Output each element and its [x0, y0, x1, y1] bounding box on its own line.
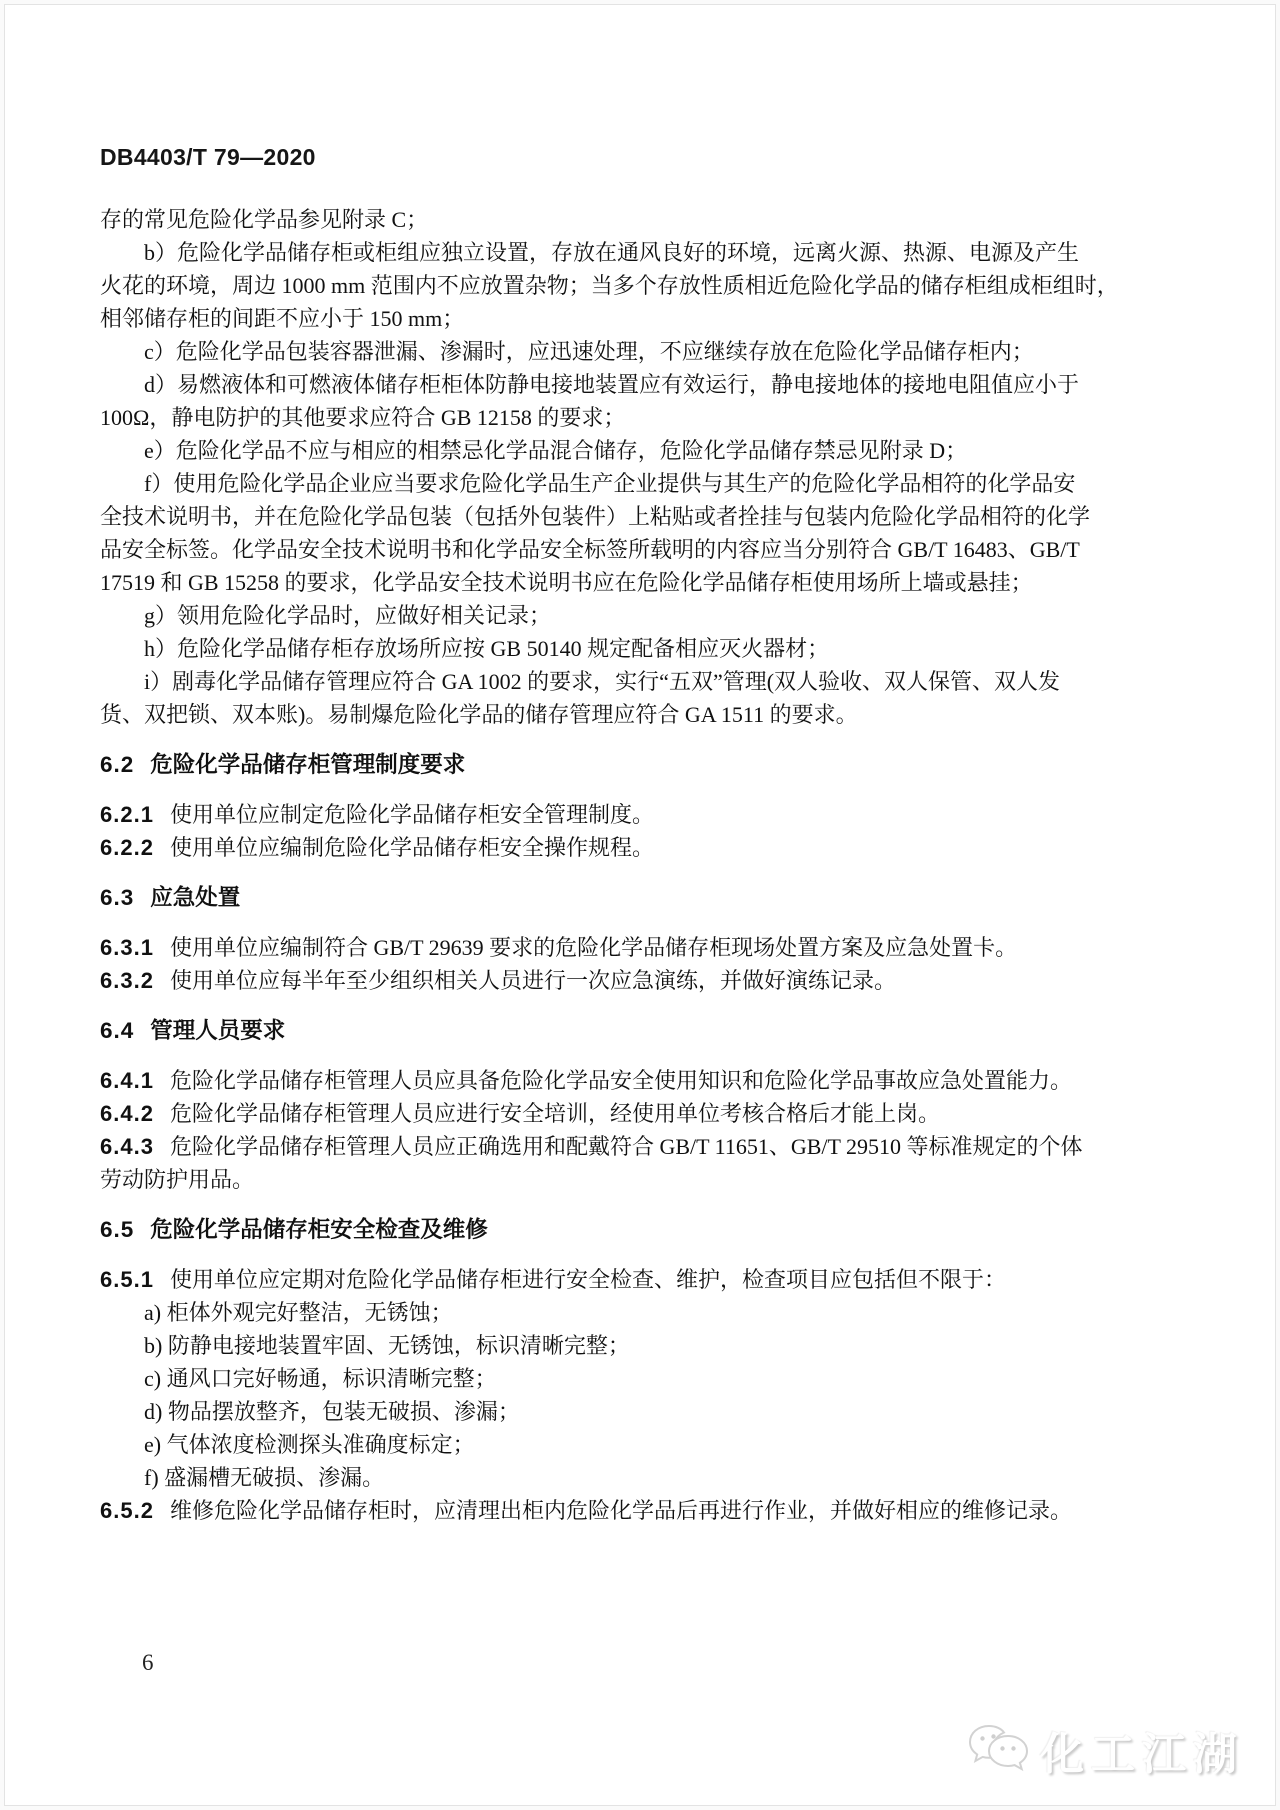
document-body [100, 203, 1188, 1527]
section-number: 6.3 [100, 885, 135, 910]
paragraph-line: 货、双把锁、双本账)。易制爆危险化学品的储存管理应符合 GA 1511 的要求。 [100, 702, 858, 727]
clause-number: 6.2.2 [100, 835, 154, 860]
clause-number: 6.5.2 [100, 1498, 154, 1523]
section-heading [100, 1014, 1188, 1047]
section-title: 危险化学品储存柜管理制度要求 [150, 752, 466, 777]
section-number: 6.4 [100, 1018, 135, 1043]
clause-text: 危险化学品储存柜管理人员应具备危险化学品安全使用知识和危险化学品事故应急处置能力。 [169, 1068, 1072, 1093]
clause-number: 6.3.1 [100, 935, 154, 960]
list-item-line: e) 气体浓度检测探头准确度标定； [144, 1432, 475, 1457]
section-title: 应急处置 [150, 885, 241, 910]
watermark [966, 1718, 1244, 1782]
standard-code: DB4403/T 79—2020 [100, 144, 316, 170]
clause-line [100, 1064, 1188, 1097]
list-item-line: b) 防静电接地装置牢固、无锈蚀，标识清晰完整； [144, 1333, 630, 1358]
list-item-line: d) 物品摆放整齐，包装无破损、渗漏； [144, 1399, 520, 1424]
list-item-line: a) 柜体外观完好整洁，无锈蚀； [144, 1300, 453, 1325]
clause-line [100, 931, 1188, 964]
clause-line [100, 1097, 1188, 1130]
clause-number: 6.5.1 [100, 1267, 154, 1292]
section-heading [100, 881, 1188, 914]
clause-text: 危险化学品储存柜管理人员应正确选用和配戴符合 GB/T 11651、GB/T 29510 等标准规定的个体 [169, 1134, 1083, 1159]
clause-text: 危险化学品储存柜管理人员应进行安全培训，经使用单位考核合格后才能上岗。 [169, 1101, 940, 1126]
list-item-line: f）使用危险化学品企业应当要求危险化学品生产企业提供与其生产的危险化学品相符的化学品安 [144, 471, 1076, 496]
list-item-line: c）危险化学品包装容器泄漏、渗漏时，应迅速处理，不应继续存放在危险化学品储存柜内； [144, 339, 1034, 364]
paragraph-line: 火花的环境，周边 1000 mm 范围内不应放置杂物；当多个存放性质相近危险化学品的储存柜组成柜组时， [100, 273, 1119, 298]
clause-number: 6.2.1 [100, 802, 154, 827]
section-number: 6.5 [100, 1217, 135, 1242]
section-heading [100, 748, 1188, 781]
paragraph-line: 存的常见危险化学品参见附录 C； [100, 207, 429, 232]
clause-text: 使用单位应编制危险化学品储存柜安全操作规程。 [169, 835, 654, 860]
watermark-brand-text: 化工江湖 [1040, 1730, 1244, 1779]
paragraph-line: 全技术说明书，并在危险化学品包装（包括外包装件）上粘贴或者拴挂与包装内危险化学品相符的化学 [100, 504, 1091, 529]
clause-line [100, 1263, 1188, 1296]
wechat-chat-bubbles-icon [966, 1723, 1030, 1777]
list-item-line: c) 通风口完好畅通，标识清晰完整； [144, 1366, 497, 1391]
list-item-line: d）易燃液体和可燃液体储存柜柜体防静电接地装置应有效运行，静电接地体的接地电阻值应小于 [144, 372, 1080, 397]
section-number: 6.2 [100, 752, 135, 777]
clause-number: 6.4.2 [100, 1101, 154, 1126]
clause-line [100, 1494, 1188, 1527]
clause-number: 6.4.3 [100, 1134, 154, 1159]
page-number: 6 [142, 1650, 154, 1675]
list-item-line: f) 盛漏槽无破损、渗漏。 [144, 1465, 385, 1490]
list-item-line: i）剧毒化学品储存管理应符合 GA 1002 的要求，实行“五双”管理(双人验收、双人保管、双人发 [144, 669, 1061, 694]
clause-line [100, 798, 1188, 831]
clause-text: 使用单位应编制符合 GB/T 29639 要求的危险化学品储存柜现场处置方案及应急处置卡。 [169, 935, 1018, 960]
paragraph-line: 品安全标签。化学品安全技术说明书和化学品安全标签所载明的内容应当分别符合 GB/T 16483、GB/T [100, 537, 1080, 562]
paragraph-line: 100Ω，静电防护的其他要求应符合 GB 12158 的要求； [100, 405, 626, 430]
clause-number: 6.3.2 [100, 968, 154, 993]
clause-line [100, 964, 1188, 997]
clause-line [100, 1130, 1188, 1163]
paragraph-line: 劳动防护用品。 [100, 1167, 255, 1192]
clause-number: 6.4.1 [100, 1068, 154, 1093]
paragraph-line: 17519 和 GB 15258 的要求，化学品安全技术说明书应在危险化学品储存柜使用场所上墙或悬挂； [100, 570, 1033, 595]
list-item-line: b）危险化学品储存柜或柜组应独立设置，存放在通风良好的环境，远离火源、热源、电源及产生 [144, 240, 1080, 265]
list-item-line: h）危险化学品储存柜存放场所应按 GB 50140 规定配备相应灭火器材； [144, 636, 830, 661]
list-item-line: e）危险化学品不应与相应的相禁忌化学品混合储存，危险化学品储存禁忌见附录 D； [144, 438, 968, 463]
clause-text: 使用单位应制定危险化学品储存柜安全管理制度。 [169, 802, 654, 827]
clause-text: 维修危险化学品储存柜时，应清理出柜内危险化学品后再进行作业，并做好相应的维修记录。 [169, 1498, 1072, 1523]
clause-text: 使用单位应定期对危险化学品储存柜进行安全检查、维护，检查项目应包括但不限于： [169, 1267, 1006, 1292]
clause-text: 使用单位应每半年至少组织相关人员进行一次应急演练，并做好演练记录。 [169, 968, 896, 993]
clause-line [100, 831, 1188, 864]
paragraph-line: 相邻储存柜的间距不应小于 150 mm； [100, 306, 465, 331]
section-heading [100, 1213, 1188, 1246]
section-title: 管理人员要求 [150, 1018, 286, 1043]
list-item-line: g）领用危险化学品时，应做好相关记录； [144, 603, 552, 628]
section-title: 危险化学品储存柜安全检查及维修 [150, 1217, 488, 1242]
